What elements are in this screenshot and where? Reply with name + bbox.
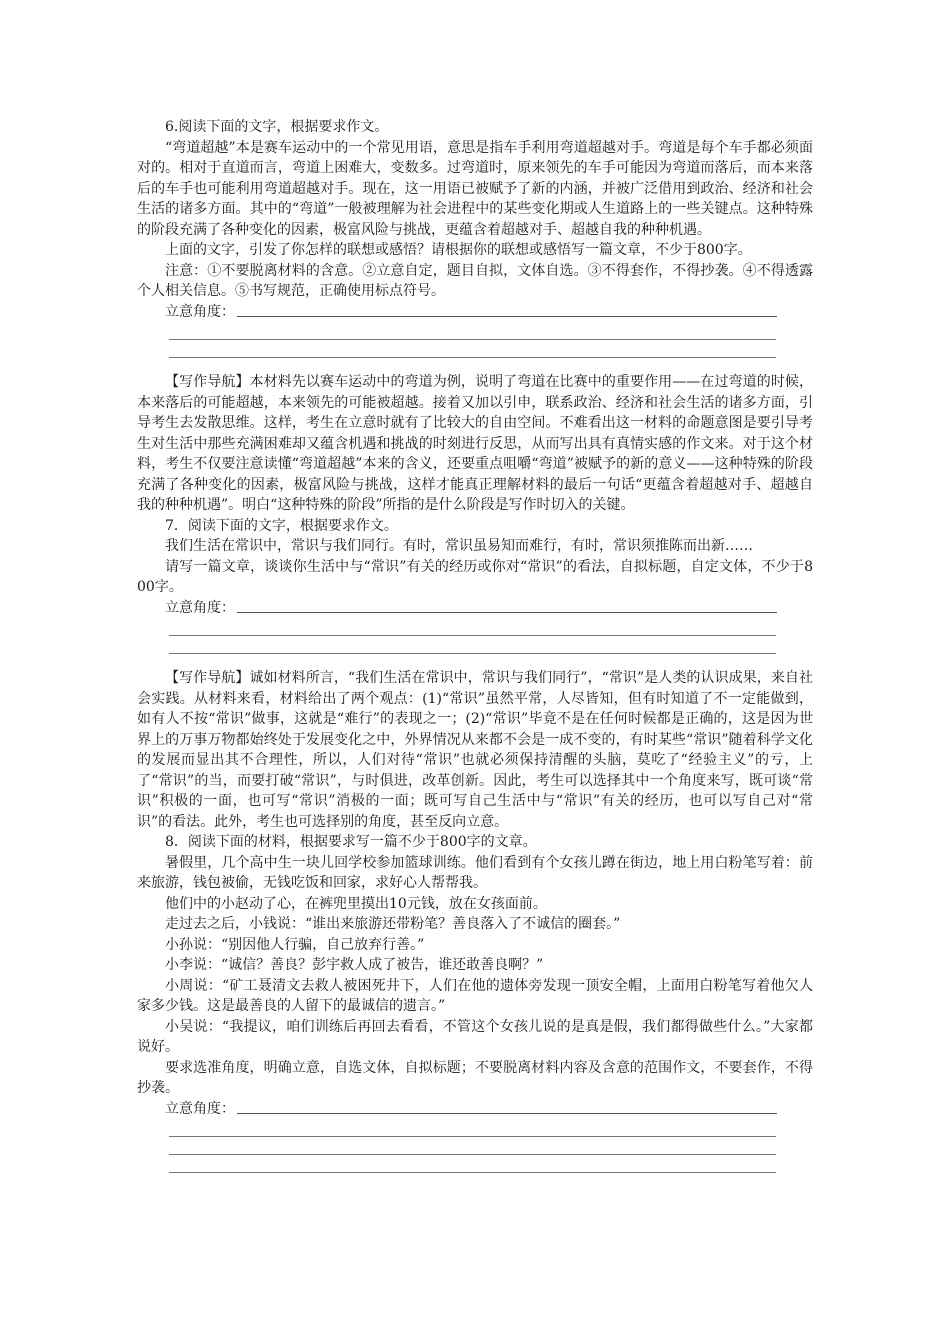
q7-prompt: 请写一篇文章，谈谈你生活中与“常识”有关的经历或你对“常识”的看法，自拟标题，自定文体，不少于800字。 [137, 558, 813, 595]
q7-angle-label: 立意角度： [165, 599, 235, 616]
q8-answer-line-4[interactable] [169, 1155, 776, 1173]
q7-answer-line-1[interactable] [237, 612, 777, 613]
q6-material: “弯道超越”本是赛车运动中的一个常见用语，意思是指车手利用弯道超越对手。弯道是每个车手都必须面对的。相对于直道而言，弯道上困难大，变数多。过弯道时，原来领先的车手可能因为弯道而落后，而本来落后的车手也可能利用弯道超越对手。现在，这一用语已被赋予了新的内涵，并被广泛借用到政治、经济和社会生活的诸多方面。其中的“弯道”一般被理解为社会进程中的某些变化期或人生道路上的一些关键点。这种特殊的阶段充满了各种变化的因素，极富风险与挑战，更蕴含着超越对手、超越自我的种种机遇。 [137, 139, 813, 238]
q8-paragraph: 小周说：“矿工聂清文去救人被困死井下，人们在他的遗体旁发现一顶安全帽，上面用白粉笔写着他欠人家多少钱。这是最善良的人留下的最诚信的遗言。” [137, 977, 813, 1014]
q7-answer-line-2[interactable] [169, 618, 776, 636]
q8-paragraph: 小李说：“诚信？善良？彭宇救人成了被告，谁还敢善良啊？” [165, 957, 544, 973]
q7-angle-row [137, 598, 813, 619]
q8-answer-line-1[interactable] [237, 1113, 777, 1114]
q6-angle-label: 立意角度： [165, 303, 235, 320]
q8-answer-line-2[interactable] [169, 1119, 776, 1137]
q6-prompt: 上面的文字，引发了你怎样的联想或感悟？请根据你的联想或感悟写一篇文章，不少于800字。 [165, 242, 752, 258]
q8-angle-label: 立意角度： [165, 1100, 235, 1117]
q6-notes: 注意：①不要脱离材料的含意。②立意自定，题目自拟，文体自选。③不得套作，不得抄袭。④不得透露个人相关信息。⑤书写规范，正确使用标点符号。 [137, 262, 813, 299]
q8-paragraph: 小吴说：“我提议，咱们训练后再回去看看，不管这个女孩儿说的是真是假，我们都得做些什么。”大家都说好。 [137, 1018, 813, 1055]
q8-paragraph: 走过去之后，小钱说：“谁出来旅游还带粉笔？善良落入了不诚信的圈套。” [165, 916, 621, 932]
q7-material: 我们生活在常识中，常识与我们同行。有时，常识虽易知而难行，有时，常识须推陈而出新…… [165, 538, 753, 554]
q6-angle-row [137, 302, 813, 323]
q6-answer-line-2[interactable] [169, 322, 776, 340]
q8-paragraph: 他们中的小赵动了心，在裤兜里摸出10元钱，放在女孩面前。 [165, 895, 547, 912]
q8-paragraph: 小孙说：“别因他人行骗，自己放弃行善。” [165, 936, 425, 953]
q6-writing-guide: 【写作导航】本材料先以赛车运动中的弯道为例，说明了弯道在比赛中的重要作用——在过弯道的时候，本来落后的可能超越，本来领先的可能被超越。接着又加以引申，联系政治、经济和社会生活的诸多方面，引导考生去发散思维。这样，考生在立意时就有了比较大的自由空间。不难看出这一材料的命题意图是要引导考生对生活中那些充满困难却又蕴含机遇和挑战的时刻进行反思，从而写出具有真情实感的作文来。对于这个材料，考生不仅要注意读懂“弯道超越”本来的含义，还要重点咀嚼“弯道”被赋予的新的意义——这种特殊的阶段充满了各种变化的因素，极富风险与挑战，这样才能真正理解材料的最后一句话“更蕴含着超越对手、超越自我的种种机遇”。明白“这种特殊的阶段”所指的是什么阶段是写作时切入的关键。 [137, 374, 813, 513]
q8-angle-row [137, 1099, 813, 1120]
q7-title: 7．阅读下面的文字，根据要求作文。 [165, 517, 398, 534]
q8-answer-line-3[interactable] [169, 1137, 776, 1155]
q6-title: 6.阅读下面的文字，根据要求作文。 [165, 119, 389, 135]
q8-paragraph: 暑假里，几个高中生一块儿回学校参加篮球训练。他们看到有个女孩儿蹲在街边，地上用白粉笔写着：前来旅游，钱包被偷，无钱吃饭和回家，求好心人帮帮我。 [137, 854, 813, 891]
q6-answer-line-3[interactable] [169, 340, 776, 358]
q8-title: 8．阅读下面的材料，根据要求写一篇不少于800字的文章。 [165, 834, 537, 850]
q7-answer-line-3[interactable] [169, 636, 776, 654]
q8-requirements: 要求选准角度，明确立意，自选文体，自拟标题；不要脱离材料内容及含意的范围作文，不要套作，不得抄袭。 [137, 1059, 813, 1096]
q6-answer-line-1[interactable] [237, 316, 777, 317]
document-page [137, 117, 813, 1173]
q7-writing-guide: 【写作导航】诚如材料所言，“我们生活在常识中，常识与我们同行”，“常识”是人类的认识成果，来自社会实践。从材料来看，材料给出了两个观点：(1)“常识”虽然平常，人尽皆知，但有时知道了不一定能做到，如有人不按“常识”做事，这就是“难行”的表现之一；(2)“常识”毕竟不是在任何时候都是正确的，这是因为世界上的万事万物都始终处于发展变化之中，外界情况从来都不会是一成不变的，有时某些“常识”随着科学文化的发展而显出其不合理性，所以，人们对待“常识”也就必须保持清醒的头脑，莫吃了“经验主义”的亏，上了“常识”的当，而要打破“常识”，与时俱进，改革创新。因此，考生可以选择其中一个角度来写，既可谈“常识”积极的一面，也可写“常识”消极的一面；既可写自己生活中与“常识”有关的经历，也可以写自己对“常识”的看法。此外，考生也可选择别的角度，甚至反向立意。 [137, 670, 813, 830]
